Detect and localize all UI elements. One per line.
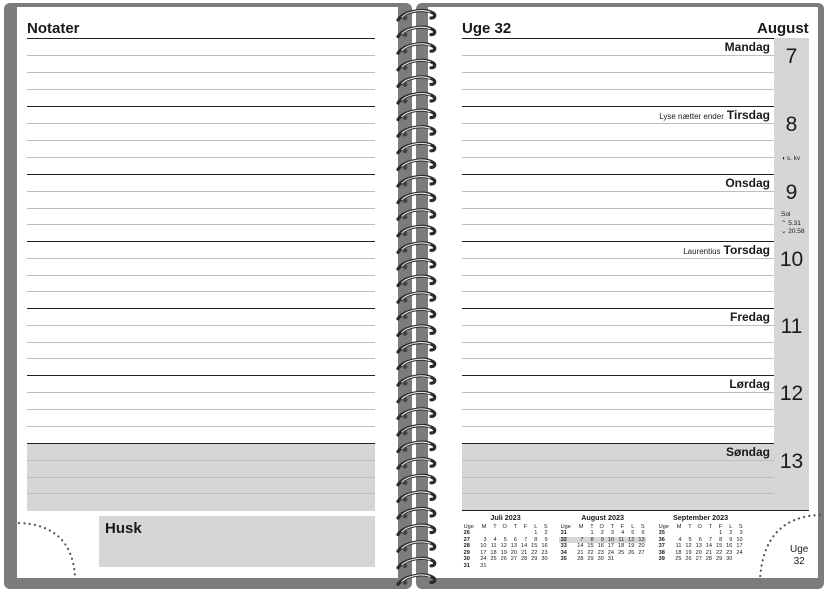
mini-calendar-header: O <box>599 523 604 530</box>
mini-calendar-day: 12 <box>500 543 507 549</box>
day-name: Lørdag <box>729 377 770 391</box>
day-section-rule <box>462 174 774 175</box>
day-line <box>462 409 774 410</box>
notes-line <box>27 426 375 427</box>
day-number: 9 <box>785 181 798 204</box>
sunset: ⌄ 20.58 <box>781 228 805 235</box>
mini-calendar-day: 15 <box>715 543 723 549</box>
mini-calendar-day: 6 <box>513 536 518 543</box>
mini-calendar-header: Uge <box>658 523 669 530</box>
day-name: Mandag <box>724 40 770 54</box>
notes-line <box>27 258 375 259</box>
mini-calendar-day: 14 <box>705 543 713 549</box>
mini-calendar-week: 37 <box>658 543 665 549</box>
husk-label: Husk <box>105 520 142 537</box>
day-number: 7 <box>785 45 798 68</box>
mini-calendar-week: 31 <box>560 530 567 536</box>
notes-line <box>27 208 375 209</box>
mini-calendar-day: 21 <box>577 549 584 556</box>
mini-calendar-day: 25 <box>490 556 497 562</box>
mini-calendar-week: 34 <box>560 549 567 556</box>
notes-line <box>27 275 375 276</box>
sunrise: ⌃ 5.31 <box>781 220 801 227</box>
day-section-rule <box>462 375 774 376</box>
day-label <box>729 377 770 391</box>
day-section-rule <box>462 241 774 242</box>
mini-calendar-day: 6 <box>641 530 645 536</box>
day-line <box>462 140 774 141</box>
mini-calendar-day: 16 <box>597 543 604 549</box>
mini-calendar-week: 38 <box>658 549 665 556</box>
mini-calendar-day: 28 <box>520 556 528 562</box>
mini-calendar-day: 16 <box>541 543 548 549</box>
mini-calendar-day: 5 <box>631 530 635 536</box>
mini-calendar-day: 7 <box>524 536 528 543</box>
day-name: Torsdag <box>723 243 770 257</box>
mini-calendar-day <box>626 556 636 563</box>
mini-calendar-day: 26 <box>628 549 635 556</box>
mini-calendar-day: 27 <box>695 556 702 562</box>
mini-calendar-day: 11 <box>490 543 497 549</box>
mini-calendar-header: S <box>640 523 645 530</box>
mini-calendar-week: 35 <box>658 530 665 536</box>
mini-calendar-day: 10 <box>605 537 615 544</box>
spiral-binding <box>392 0 438 596</box>
mini-calendar-day: 29 <box>531 556 538 562</box>
corner-dots-right <box>756 509 822 581</box>
mini-calendar-day: 13 <box>636 537 646 544</box>
day-number: 8 <box>785 113 798 136</box>
mini-calendar-day: 13 <box>510 543 518 549</box>
mini-calendar-day <box>636 556 646 563</box>
day-number: 11 <box>780 315 803 338</box>
mini-calendar-header: L <box>631 523 635 530</box>
mini-calendar-day: 10 <box>736 536 743 543</box>
mini-calendar-header: T <box>688 523 692 530</box>
mini-calendar-day: 25 <box>675 556 682 562</box>
notes-line <box>27 477 375 478</box>
mini-calendar-day: 18 <box>675 549 682 556</box>
mini-calendar-day: 17 <box>736 543 743 549</box>
mini-calendar-day: 14 <box>520 543 528 549</box>
mini-calendar-header: T <box>493 523 497 530</box>
mini-calendar-day: 25 <box>617 549 625 556</box>
day-line <box>462 224 774 225</box>
notes-line <box>27 224 375 225</box>
day-line <box>462 460 774 461</box>
mini-calendar-header: S <box>543 523 548 530</box>
mini-calendar-title: August 2023 <box>581 513 624 522</box>
week-title: Uge 32 <box>462 20 512 37</box>
notes-section-rule <box>27 308 375 309</box>
sunset-time: 20.58 <box>788 228 805 235</box>
day-label <box>730 310 770 324</box>
mini-calendar-header: F <box>523 523 528 530</box>
day-name: Onsdag <box>725 176 770 190</box>
mini-calendar-day: 3 <box>483 536 487 543</box>
mini-calendar-week: 35 <box>560 556 567 562</box>
mini-calendar-day <box>616 556 626 563</box>
mini-calendar-header: M <box>481 523 487 530</box>
mini-calendar-day: 15 <box>587 543 594 549</box>
day-line <box>462 291 774 292</box>
day-line <box>462 342 774 343</box>
mini-calendar-day: 27 <box>510 556 518 562</box>
mini-calendar-day: 4 <box>621 530 625 536</box>
day-line <box>462 123 774 124</box>
sunrise-time: 5.31 <box>788 220 801 227</box>
day-section-rule <box>462 106 774 107</box>
mini-calendar-day: 18 <box>617 543 625 549</box>
mini-calendar-week: 28 <box>463 543 470 549</box>
mini-calendar-header: T <box>513 523 518 530</box>
mini-calendar-header: L <box>729 523 733 530</box>
mini-calendar-day: 4 <box>493 536 497 543</box>
mini-calendar-day: 2 <box>729 530 733 536</box>
mini-calendar-day: 28 <box>705 556 713 562</box>
day-line <box>462 89 774 90</box>
notes-line <box>27 89 375 90</box>
notes-line <box>27 191 375 192</box>
mini-calendar-header: F <box>620 523 625 530</box>
mini-calendar-day: 2 <box>544 530 548 536</box>
mini-calendar-day: 16 <box>726 543 733 549</box>
notes-line <box>27 72 375 73</box>
mini-calendar-day: 26 <box>685 556 692 562</box>
day-section-rule <box>462 308 774 309</box>
mini-calendar <box>462 515 549 569</box>
mini-calendar-day: 7 <box>575 537 585 544</box>
mini-calendar-day: 22 <box>587 549 594 556</box>
day-line <box>462 477 774 478</box>
day-line <box>462 208 774 209</box>
mini-calendar-day: 6 <box>698 536 702 543</box>
sun-label: Sol <box>781 211 791 218</box>
notes-line <box>27 409 375 410</box>
mini-calendar <box>559 515 646 563</box>
mini-calendar-day: 1 <box>719 530 723 536</box>
week-corner-value: 32 <box>793 556 805 567</box>
mini-calendar-header: M <box>578 523 584 530</box>
mini-calendar-day: 28 <box>577 556 584 562</box>
day-note: Laurentius <box>683 247 721 256</box>
mini-calendar-day: 24 <box>607 549 615 556</box>
day-name: Fredag <box>729 310 770 324</box>
mini-calendar-day: 9 <box>595 537 605 544</box>
mini-calendar-header: M <box>676 523 682 530</box>
mini-calendar-day: 3 <box>739 530 743 536</box>
mini-calendar-day: 18 <box>490 549 497 556</box>
day-name: Søndag <box>726 445 770 459</box>
day-label <box>683 243 770 257</box>
mini-calendar-week: 30 <box>463 556 470 562</box>
mini-calendar-day <box>539 563 549 570</box>
mini-calendar-header: F <box>718 523 723 530</box>
mini-calendar-day: 5 <box>503 536 507 543</box>
mini-calendar-day: 4 <box>678 536 682 543</box>
mini-calendar-title: September 2023 <box>673 513 729 522</box>
mini-calendar-header: Uge <box>560 523 571 530</box>
notes-line <box>27 123 375 124</box>
mini-calendar-day <box>519 563 529 570</box>
mini-calendar-week: 29 <box>463 549 470 556</box>
day-line <box>462 358 774 359</box>
day-note: Lyse nætter ender <box>659 112 724 121</box>
mini-calendar-day: 19 <box>685 549 692 556</box>
date-column <box>774 38 809 510</box>
mini-calendar-day <box>498 563 508 570</box>
notes-line <box>27 140 375 141</box>
mini-calendar-header: Uge <box>463 523 474 530</box>
day-line <box>462 55 774 56</box>
day-label <box>659 108 770 122</box>
day-line <box>462 191 774 192</box>
day-number: 10 <box>779 248 804 271</box>
mini-calendar-day: 5 <box>688 536 692 543</box>
notes-line <box>27 460 375 461</box>
mini-calendar-day: 26 <box>500 556 507 562</box>
mini-calendar-day: 20 <box>510 549 518 556</box>
mini-calendar-header: S <box>738 523 743 530</box>
notes-section-rule <box>27 106 375 107</box>
mini-calendar-week: 33 <box>560 543 567 549</box>
notes-section-rule <box>27 174 375 175</box>
mini-calendar-day: 20 <box>695 549 702 556</box>
day-number: 13 <box>779 450 804 473</box>
mini-calendar-day: 29 <box>715 556 723 562</box>
mini-calendar-header: T <box>590 523 594 530</box>
notes-line <box>27 493 375 494</box>
mini-calendar-day: 27 <box>638 549 645 556</box>
mini-calendar-day: 15 <box>531 543 538 549</box>
mini-calendar-day: 1 <box>590 530 594 536</box>
mini-calendar-day: 11 <box>616 537 626 544</box>
mini-calendar-week: 36 <box>658 536 665 543</box>
mini-calendar-week: 32 <box>559 537 575 544</box>
day-label <box>726 445 770 459</box>
day-line <box>462 325 774 326</box>
notes-line <box>27 291 375 292</box>
day-line <box>462 392 774 393</box>
mini-calendar-header: L <box>534 523 538 530</box>
mini-calendar-day: 20 <box>638 543 645 549</box>
mini-calendar-day: 12 <box>626 537 636 544</box>
day-section-rule <box>462 38 774 39</box>
mini-calendar-day: 13 <box>695 543 702 549</box>
day-line <box>462 275 774 276</box>
mini-calendar-day: 31 <box>480 562 487 569</box>
mini-calendar-week: 26 <box>463 530 470 536</box>
mini-calendar-day: 24 <box>480 556 487 562</box>
notes-line <box>27 55 375 56</box>
notes-line <box>27 342 375 343</box>
mini-calendar-day: 17 <box>607 543 615 549</box>
mini-calendar-day: 30 <box>541 556 548 562</box>
mini-calendar-day: 3 <box>610 530 615 536</box>
mini-calendar-day: 31 <box>607 556 615 562</box>
notes-section-rule <box>27 38 375 39</box>
week-corner <box>790 544 808 568</box>
mini-calendar-day: 11 <box>675 543 682 549</box>
month-title: August <box>757 20 809 37</box>
mini-calendar-day: 12 <box>685 543 692 549</box>
mini-calendar-header: T <box>610 523 615 530</box>
mini-calendar-week: 39 <box>658 556 665 562</box>
mini-calendar-day: 19 <box>628 543 635 549</box>
mini-calendar-day: 30 <box>726 556 733 562</box>
corner-dots-left <box>17 515 79 579</box>
mini-calendar-day: 9 <box>729 536 733 543</box>
mini-calendar-header: O <box>697 523 702 530</box>
mini-calendar-day: 8 <box>585 537 595 544</box>
mini-calendar-title: Juli 2023 <box>490 513 521 522</box>
mini-calendar-day: 7 <box>708 536 713 543</box>
day-label <box>725 40 770 54</box>
mini-calendar-header: T <box>708 523 713 530</box>
mini-calendar-day: 23 <box>541 549 548 556</box>
week-corner-label: Uge <box>790 544 809 555</box>
mini-calendar-day: 29 <box>587 556 594 562</box>
notes-section-rule <box>27 375 375 376</box>
notes-section-rule <box>27 241 375 242</box>
day-label <box>725 176 770 190</box>
day-line <box>462 258 774 259</box>
mini-calendar-day: 17 <box>480 549 487 556</box>
mini-calendar-day: 14 <box>577 543 584 549</box>
mini-calendar-week: 31 <box>463 562 470 569</box>
notes-title: Notater <box>27 20 80 37</box>
day-line <box>462 157 774 158</box>
mini-calendar-day <box>508 563 518 570</box>
mini-calendar-day: 10 <box>480 543 487 549</box>
mini-calendar-day: 1 <box>534 530 538 536</box>
mini-calendar-header: O <box>502 523 507 530</box>
mini-calendar-day: 8 <box>719 536 723 543</box>
mini-calendar-day: 22 <box>531 549 538 556</box>
mini-calendar-day: 30 <box>597 556 604 562</box>
mini-calendar-day: 22 <box>715 549 723 556</box>
day-line <box>462 426 774 427</box>
notes-line <box>27 157 375 158</box>
day-section-rule <box>462 443 774 444</box>
mini-calendar-day: 21 <box>705 549 713 556</box>
mini-calendar-week: 27 <box>463 536 470 543</box>
mini-calendar <box>657 515 744 563</box>
mini-calendar-day: 19 <box>500 549 507 556</box>
day-number: 12 <box>779 382 804 405</box>
mini-calendar-day: 24 <box>736 549 743 556</box>
mini-calendar-day: 23 <box>597 549 604 556</box>
notes-line <box>27 392 375 393</box>
day-name: Tirsdag <box>726 108 770 122</box>
notes-section-rule <box>27 443 375 444</box>
day-line <box>462 72 774 73</box>
mini-calendar-day <box>734 556 744 563</box>
moon-phase-note: ◑ s. kv <box>781 155 801 162</box>
mini-calendar-day <box>488 563 498 570</box>
notes-line <box>27 325 375 326</box>
mini-calendar-day: 8 <box>534 536 538 543</box>
mini-calendar-day: 2 <box>600 530 604 536</box>
mini-calendar-day: 23 <box>726 549 733 556</box>
mini-calendar-day <box>529 563 539 570</box>
mini-calendar-day: 9 <box>544 536 548 543</box>
notes-line <box>27 358 375 359</box>
mini-calendar-day: 21 <box>520 549 528 556</box>
day-line <box>462 493 774 494</box>
